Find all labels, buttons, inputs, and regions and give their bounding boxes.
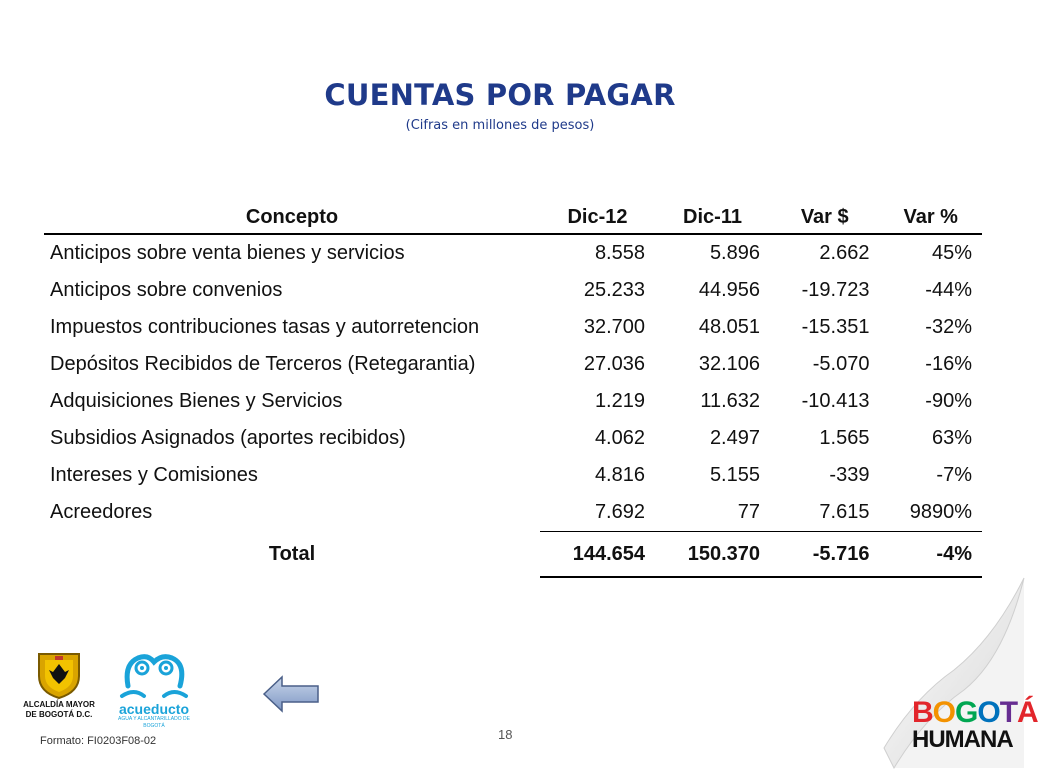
row-concept: Anticipos sobre convenios [50,279,283,301]
coat-of-arms-icon [33,650,85,700]
row-concept: Adquisiciones Bienes y Servicios [50,390,343,412]
row-dic-12: 25.233 [583,279,645,301]
acueducto-logo [108,652,200,730]
row-concept: Intereses y Comisiones [50,464,258,486]
row-concept: Subsidios Asignados (aportes recibidos) [50,427,406,449]
table-header-row [44,195,982,234]
row-var-percent: 45% [931,242,972,264]
table-row [44,309,982,346]
row-var-percent: -44% [925,279,972,301]
row-var-amount: -339 [829,464,870,486]
row-dic-11: 48.051 [698,316,760,338]
back-arrow-icon [262,674,320,714]
table-row [44,494,982,532]
row-var-amount: -15.351 [801,316,870,338]
row-var-percent: -16% [925,353,972,375]
total-var-amount: -5.716 [770,532,879,578]
row-var-amount: -19.723 [801,279,870,301]
column-header-concepto: Concepto [44,195,540,234]
row-dic-12: 1.219 [594,390,645,412]
row-concept: Acreedores [50,501,153,524]
row-dic-11: 11.632 [700,390,760,412]
row-dic-11: 44.956 [698,279,760,301]
acueducto-tagline: AGUA Y ALCANTARILLADO DE BOGOTÁ [118,716,190,729]
accounts-payable-table [44,195,982,578]
column-header-var-percent: Var % [879,195,982,234]
table-row [44,346,982,383]
row-dic-12: 7.692 [540,494,655,532]
alcaldia-logo [18,650,100,720]
row-var-percent: -7% [936,464,972,486]
row-var-percent: 9890% [879,494,982,532]
total-var-percent: -4% [879,532,982,578]
total-dic-12: 144.654 [540,532,655,578]
row-var-amount: -5.070 [812,353,870,375]
column-header-var-amount: Var $ [770,195,879,234]
total-dic-11: 150.370 [655,532,770,578]
row-dic-11: 32.106 [698,353,760,375]
table-row [44,234,982,272]
row-var-percent: -90% [925,390,972,412]
row-dic-12: 4.816 [594,464,645,486]
column-header-dic-12: Dic-12 [540,195,655,234]
row-concept: Anticipos sobre venta bienes y servicios [50,242,405,264]
row-concept: Depósitos Recibidos de Terceros (Retegarantia) [50,353,476,375]
row-var-percent: 63% [931,427,972,449]
row-dic-12: 32.700 [583,316,645,338]
form-code: Formato: FI0203F08-02 [40,735,157,747]
row-concept: Impuestos contribuciones tasas y autorretencion [50,316,480,338]
row-var-percent: -32% [925,316,972,338]
row-dic-11: 2.497 [709,427,760,449]
table-row [44,420,982,457]
alcaldia-caption-2: DE BOGOTÁ D.C. [25,710,93,719]
acueducto-name: acueducto [118,701,189,717]
page-title: CUENTAS POR PAGAR [324,78,676,112]
row-dic-12: 4.062 [594,427,645,449]
total-row [44,532,982,578]
total-label: Total [268,542,316,565]
row-dic-12: 8.558 [594,242,645,264]
page-subtitle: (Cifras en millones de pesos) [405,118,595,133]
row-var-amount: 1.565 [819,427,870,449]
row-dic-11: 5.896 [709,242,760,264]
table-row [44,272,982,309]
row-dic-12: 27.036 [583,353,645,375]
table-row [44,383,982,420]
row-var-amount: 2.662 [819,242,870,264]
back-button[interactable] [262,674,320,719]
alcaldia-caption-1: ALCALDÍA MAYOR [23,700,95,709]
row-var-amount: 7.615 [770,494,879,532]
table-row [44,457,982,494]
column-header-dic-11: Dic-11 [655,195,770,234]
row-var-amount: -10.413 [801,390,870,412]
frog-logo-icon [114,652,194,702]
bogota-humana-logo: BOGOTÁ HUMANA [912,696,1038,753]
page-number: 18 [498,727,513,742]
row-dic-11: 5.155 [709,464,760,486]
row-dic-11: 77 [655,494,770,532]
